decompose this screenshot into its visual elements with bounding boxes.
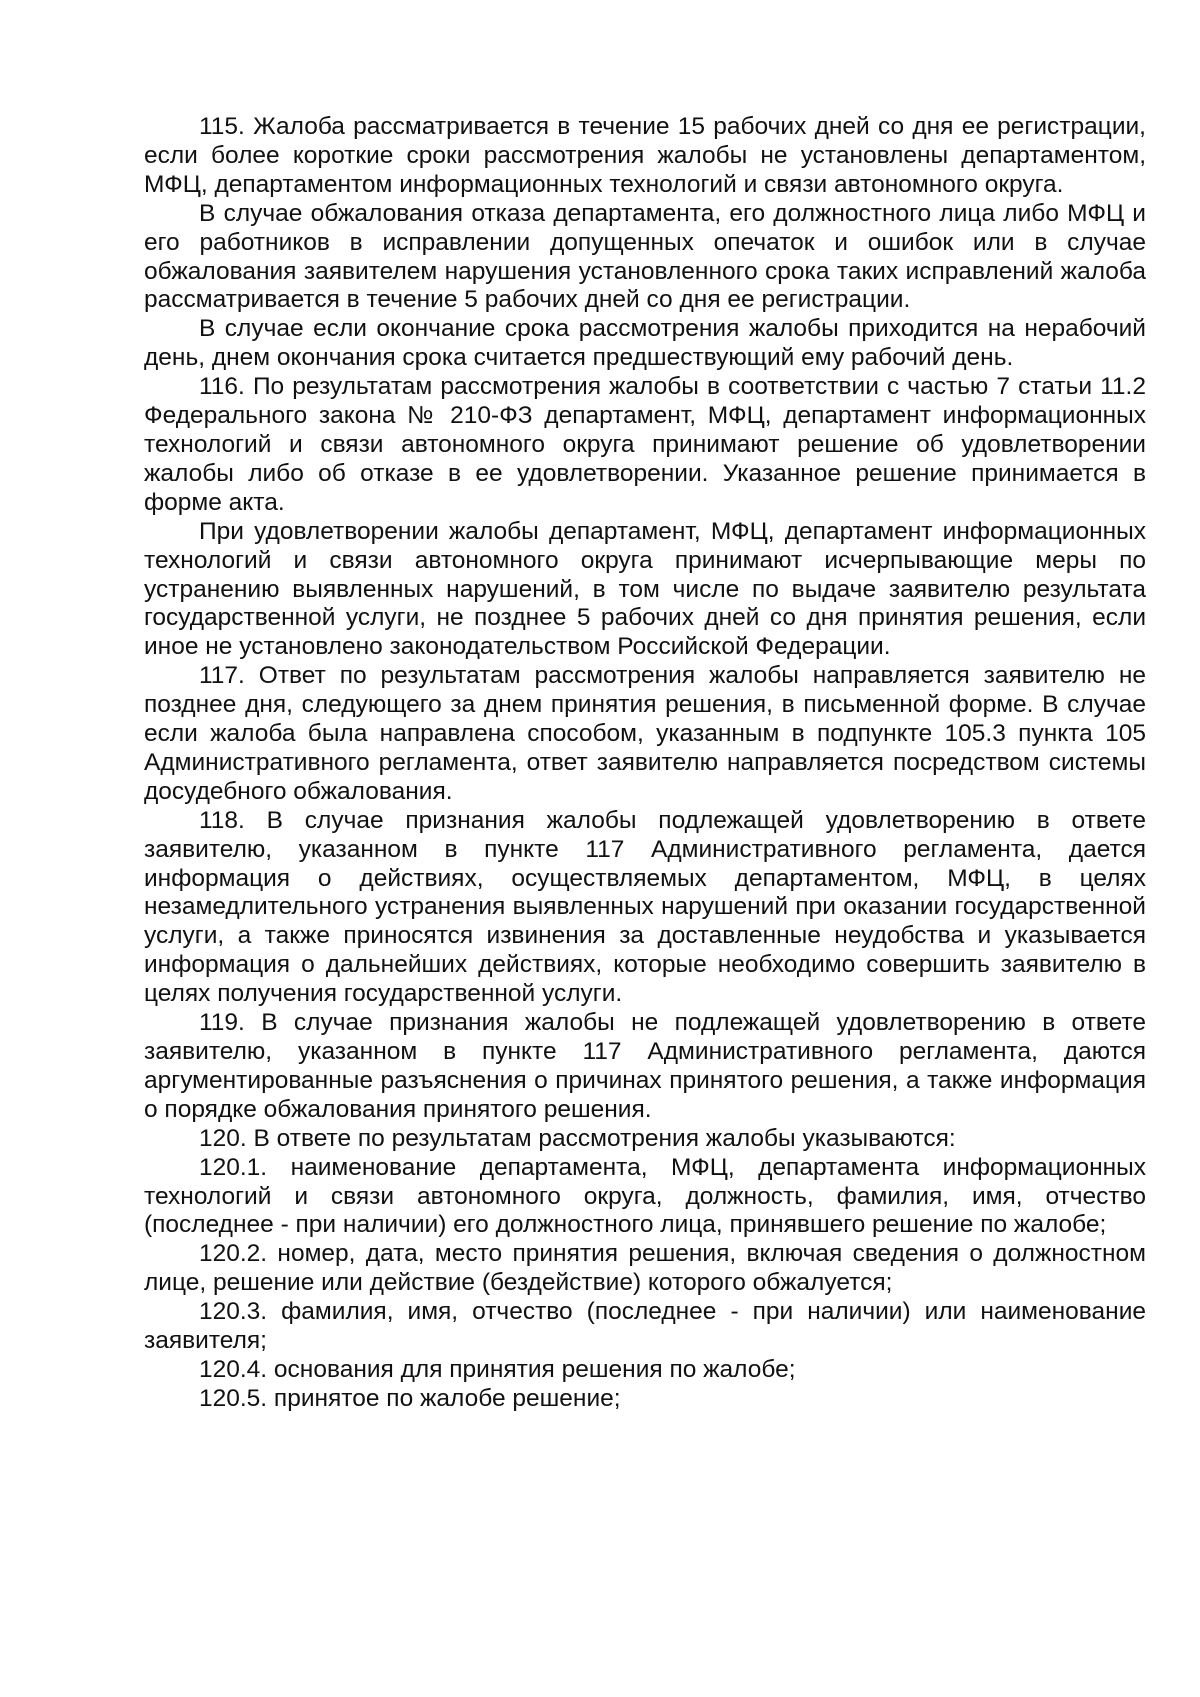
paragraph-120: 120. В ответе по результатам рассмотрения жалобы указываются: <box>199 1124 956 1152</box>
paragraph-115-refusal-case: В случае обжалования отказа департамента, его должностного лица либо МФЦ и его работников в исправлении допущенных опечаток и ошибок или в случае обжалования заявителем нарушения установленного срока таких исправлений жалоба рассматривается в течение 5 рабочих дней со дня ее регистрации. <box>144 199 1146 314</box>
paragraph-117: 117. Ответ по результатам рассмотрения жалобы направляется заявителю не позднее дня, следующего за днем принятия решения, в письменной форме. В случае если жалоба была направлена способом, указанным в подпункте 105.3 пункта 105 Административного регламента, ответ заявителю направляется посредством системы досудебного обжалования. <box>144 662 1146 805</box>
paragraph-120-4: 120.4. основания для принятия решения по жалобе; <box>199 1355 796 1383</box>
paragraph-120-2: 120.2. номер, дата, место принятия решения, включая сведения о должностном лице, решение или действие (бездействие) которого обжалуется; <box>144 1240 1146 1297</box>
document-page <box>144 113 1146 1414</box>
paragraph-119: 119. В случае признания жалобы не подлежащей удовлетворению в ответе заявителю, указанном в пункте 117 Административного регламента, даются аргументированные разъяснения о причинах принятого решения, а также информация о порядке обжалования принятого решения. <box>144 1009 1146 1123</box>
paragraph-120-5: 120.5. принятое по жалобе решение; <box>199 1384 621 1412</box>
paragraph-115: 115. Жалоба рассматривается в течение 15 рабочих дней со дня ее регистрации, если более короткие сроки рассмотрения жалобы не установлены департаментом, МФЦ, департаментом информационных технологий и связи автономного округа. <box>144 113 1146 198</box>
paragraph-115-nonworking-day: В случае если окончание срока рассмотрения жалобы приходится на нерабочий день, днем окончания срока считается предшествующий ему рабочий день. <box>144 315 1146 372</box>
paragraph-116: 116. По результатам рассмотрения жалобы в соответствии с частью 7 статьи 11.2 Федерального закона № 210-ФЗ департамент, МФЦ, департамент информационных технологий и связи автономного округа принимают решение об удовлетворении жалобы либо об отказе в ее удовлетворении. Указанное решение принимается в форме акта. <box>144 373 1146 516</box>
paragraph-120-1: 120.1. наименование департамента, МФЦ, департамента информационных технологий и связи автономного округа, должность, фамилия, имя, отчество (последнее - при наличии) его должностного лица, принявшего решение по жалобе; <box>144 1153 1146 1239</box>
paragraph-120-3: 120.3. фамилия, имя, отчество (последнее - при наличии) или наименование заявителя; <box>144 1298 1146 1355</box>
paragraph-118: 118. В случае признания жалобы подлежащей удовлетворению в ответе заявителю, указанном в пункте 117 Административного регламента, дается информация о действиях, осуществляемых департаментом, МФЦ, в целях незамедлительного устранения выявленных нарушений при оказании государственной услуги, а также приносятся извинения за доставленные неудобства и указывается информация о дальнейших действиях, которые необходимо совершить заявителю в целях получения государственной услуги. <box>144 806 1146 1008</box>
paragraph-116-satisfaction: При удовлетворении жалобы департамент, МФЦ, департамент информационных технологий и связи автономного округа принимают исчерпывающие меры по устранению выявленных нарушений, в том числе по выдаче заявителю результата государственной услуги, не позднее 5 рабочих дней со дня принятия решения, если иное не установлено законодательством Российской Федерации. <box>144 517 1146 661</box>
